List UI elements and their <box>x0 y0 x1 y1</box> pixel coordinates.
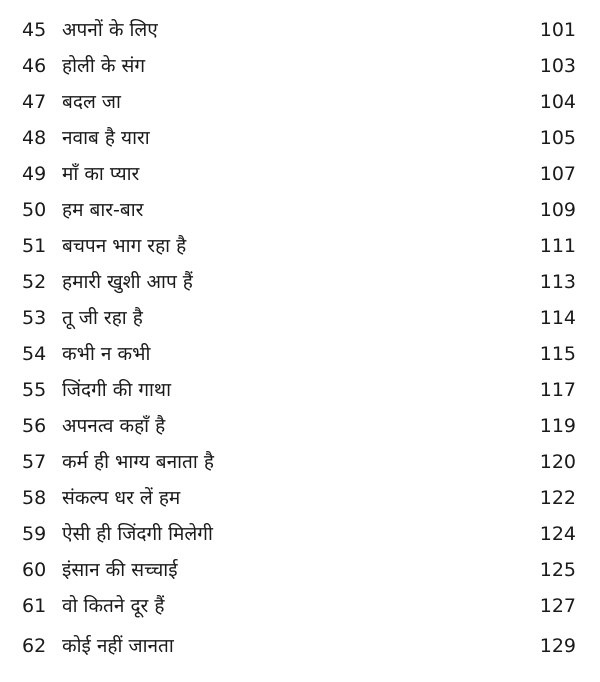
toc-entry-number: 52 <box>22 271 47 293</box>
toc-entry-title: हम बार-बार <box>62 199 144 221</box>
toc-entry-46 <box>0 48 600 84</box>
toc-entry-page: 119 <box>539 415 576 437</box>
toc-entry-page: 129 <box>539 635 576 657</box>
toc-entry-page: 114 <box>539 307 576 329</box>
toc-entry-number: 56 <box>22 415 47 437</box>
toc-entry-53 <box>0 300 600 336</box>
toc-entry-title: ऐसी ही जिंदगी मिलेगी <box>62 523 213 545</box>
toc-entry-number: 51 <box>22 235 47 257</box>
toc-entry-page: 109 <box>539 199 576 221</box>
toc-entry-57 <box>0 444 600 480</box>
toc-entry-title: कभी न कभी <box>62 343 151 365</box>
toc-entry-page: 127 <box>539 595 576 617</box>
toc-entry-page: 115 <box>539 343 576 365</box>
toc-entry-49 <box>0 156 600 192</box>
toc-entry-page: 124 <box>539 523 576 545</box>
toc-entry-number: 61 <box>22 595 47 617</box>
toc-entry-title: हमारी खुशी आप हैं <box>62 271 193 293</box>
toc-entry-title: इंसान की सच्चाई <box>62 559 178 581</box>
toc-entry-title: माँ का प्यार <box>62 163 140 185</box>
toc-entry-page: 101 <box>539 19 576 41</box>
toc-entry-title: तू जी रहा है <box>62 307 143 329</box>
toc-entry-number: 47 <box>22 91 47 113</box>
toc-entry-61 <box>0 588 600 624</box>
toc-entry-number: 57 <box>22 451 47 473</box>
toc-entry-title: वो कितने दूर हैं <box>62 595 165 617</box>
toc-entry-title: अपनों के लिए <box>62 19 158 41</box>
toc-entry-52 <box>0 264 600 300</box>
toc-entry-54 <box>0 336 600 372</box>
toc-entry-60 <box>0 552 600 588</box>
toc-entry-59 <box>0 516 600 552</box>
toc-entry-page: 111 <box>539 235 576 257</box>
toc-entry-55 <box>0 372 600 408</box>
toc-entry-number: 50 <box>22 199 47 221</box>
toc-entry-page: 103 <box>539 55 576 77</box>
toc-entry-number: 60 <box>22 559 47 581</box>
toc-entry-page: 122 <box>539 487 576 509</box>
toc-entry-title: बदल जा <box>62 91 121 113</box>
toc-entry-48 <box>0 120 600 156</box>
toc-entry-page: 113 <box>539 271 576 293</box>
toc-entry-page: 107 <box>539 163 576 185</box>
toc-entry-title: होली के संग <box>62 55 146 77</box>
toc-entry-58 <box>0 480 600 516</box>
toc-entry-47 <box>0 84 600 120</box>
toc-entry-number: 55 <box>22 379 47 401</box>
toc-entry-page: 125 <box>539 559 576 581</box>
toc-entry-number: 53 <box>22 307 47 329</box>
toc-entry-51 <box>0 228 600 264</box>
toc-entry-number: 62 <box>22 635 47 657</box>
toc-entry-number: 45 <box>22 19 47 41</box>
toc-entry-title: जिंदगी की गाथा <box>62 379 171 401</box>
toc-entry-page: 104 <box>539 91 576 113</box>
toc-entry-45 <box>0 12 600 48</box>
toc-entry-number: 48 <box>22 127 47 149</box>
toc-entry-title: बचपन भाग रहा है <box>62 235 187 257</box>
toc-entry-number: 59 <box>22 523 47 545</box>
toc-entry-56 <box>0 408 600 444</box>
toc-entry-62 <box>0 628 600 664</box>
toc-entry-number: 54 <box>22 343 47 365</box>
toc-entry-page: 120 <box>539 451 576 473</box>
toc-entry-50 <box>0 192 600 228</box>
toc-entry-title: कर्म ही भाग्य बनाता है <box>62 451 214 473</box>
toc-entry-number: 58 <box>22 487 47 509</box>
toc-entry-title: अपनत्व कहाँ है <box>62 415 166 437</box>
toc-entry-title: संकल्प धर लें हम <box>62 487 181 509</box>
toc-entry-page: 105 <box>539 127 576 149</box>
toc-entry-title: कोई नहीं जानता <box>62 635 174 657</box>
toc-entry-number: 49 <box>22 163 47 185</box>
toc-entry-title: नवाब है यारा <box>62 127 150 149</box>
toc-entry-number: 46 <box>22 55 47 77</box>
toc-entry-page: 117 <box>539 379 576 401</box>
